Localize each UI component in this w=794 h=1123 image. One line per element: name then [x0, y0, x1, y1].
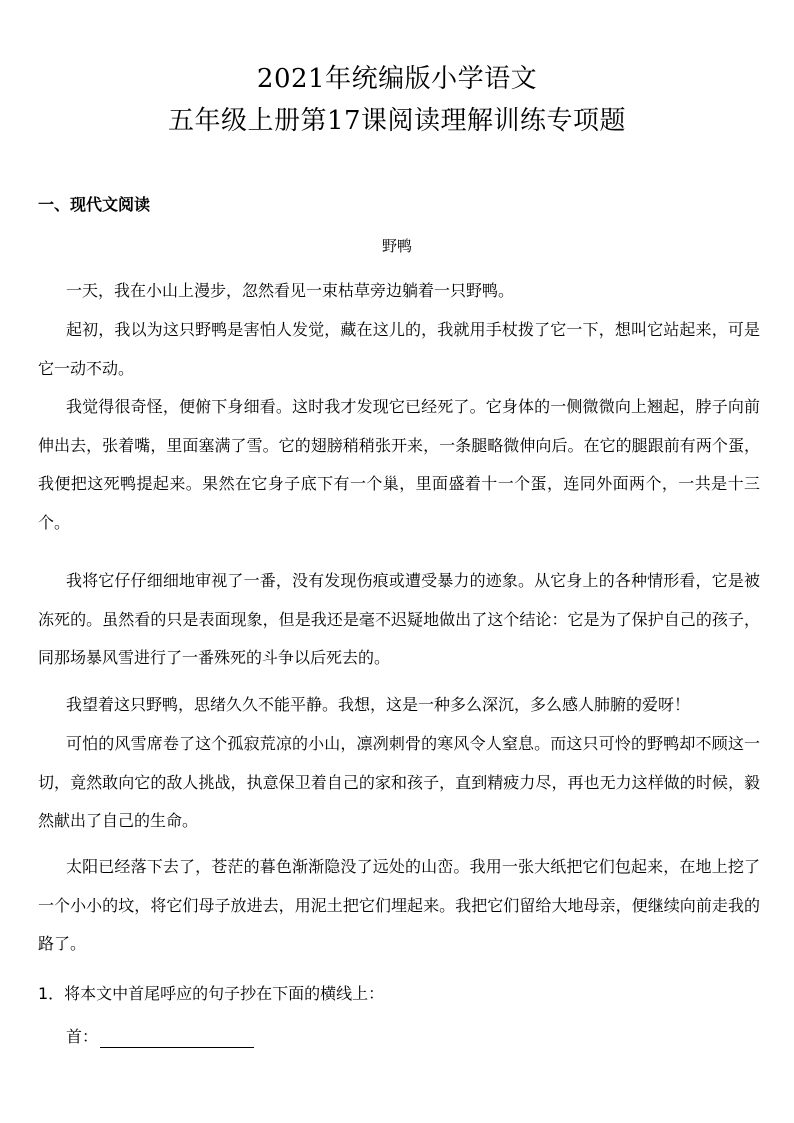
document-title-line-2: 五年级上册第17课阅读理解训练专项题 [167, 106, 627, 136]
story-paragraph-7: 太阳已经落下去了，苍茫的暮色渐渐隐没了远处的山峦。我用一张大纸把它们包起来，在地上挖了一个小小的坟，将它们母子放进去，用泥土把它们埋起来。我把它们留给大地母亲，便继续向前走我的路了。 [38, 857, 760, 953]
answer-row-head [66, 1026, 254, 1048]
story-paragraph-2: 起初，我以为这只野鸭是害怕人发觉，藏在这儿的，我就用手杖拨了它一下，想叫它站起来，可是它一动不动。 [38, 320, 760, 378]
story-paragraph-6: 可怕的风雪席卷了这个孤寂荒凉的小山，凛冽刺骨的寒风令人窒息。而这只可怜的野鸭却不顾这一切，竟然敢向它的敌人挑战，执意保卫着自己的家和孩子，直到精疲力尽，再也无力这样做的时候，毅然献出了自己的生命。 [38, 734, 760, 830]
story-title: 野鸭 [381, 237, 412, 255]
story-paragraph-4: 我将它仔仔细细地审视了一番，没有发现伤痕或遭受暴力的迹象。从它身上的各种情形看，它是被冻死的。虽然看的只是表面现象，但是我还是毫不迟疑地做出了这个结论：它是为了保护自己的孩子，同那场暴风雪进行了一番殊死的斗争以后死去的。 [38, 571, 760, 667]
answer-label-head: 首： [66, 1027, 99, 1046]
story-paragraph-1: 一天，我在小山上漫步，忽然看见一束枯草旁边躺着一只野鸭。 [66, 281, 515, 300]
story-paragraph-5: 我望着这只野鸭，思绪久久不能平静。我想，这是一种多么深沉，多么感人肺腑的爱呀！ [66, 695, 691, 714]
document-title-line-1: 2021年统编版小学语文 [256, 64, 538, 94]
question-1: 1．将本文中首尾呼应的句子抄在下面的横线上： [38, 984, 385, 1003]
answer-blank-line[interactable] [100, 1029, 254, 1048]
story-paragraph-3: 我觉得很奇怪，便俯下身细看。这时我才发现它已经死了。它身体的一侧微微向上翘起，脖子向前伸出去，张着嘴，里面塞满了雪。它的翅膀稍稍张开来，一条腿略微伸向后。在它的腿跟前有两个蛋，我便把这死鸭提起来。果然在它身子底下有一个巢，里面盛着十一个蛋，连同外面两个，一共是十三个。 [38, 397, 760, 532]
section-heading: 一、现代文阅读 [38, 195, 151, 214]
